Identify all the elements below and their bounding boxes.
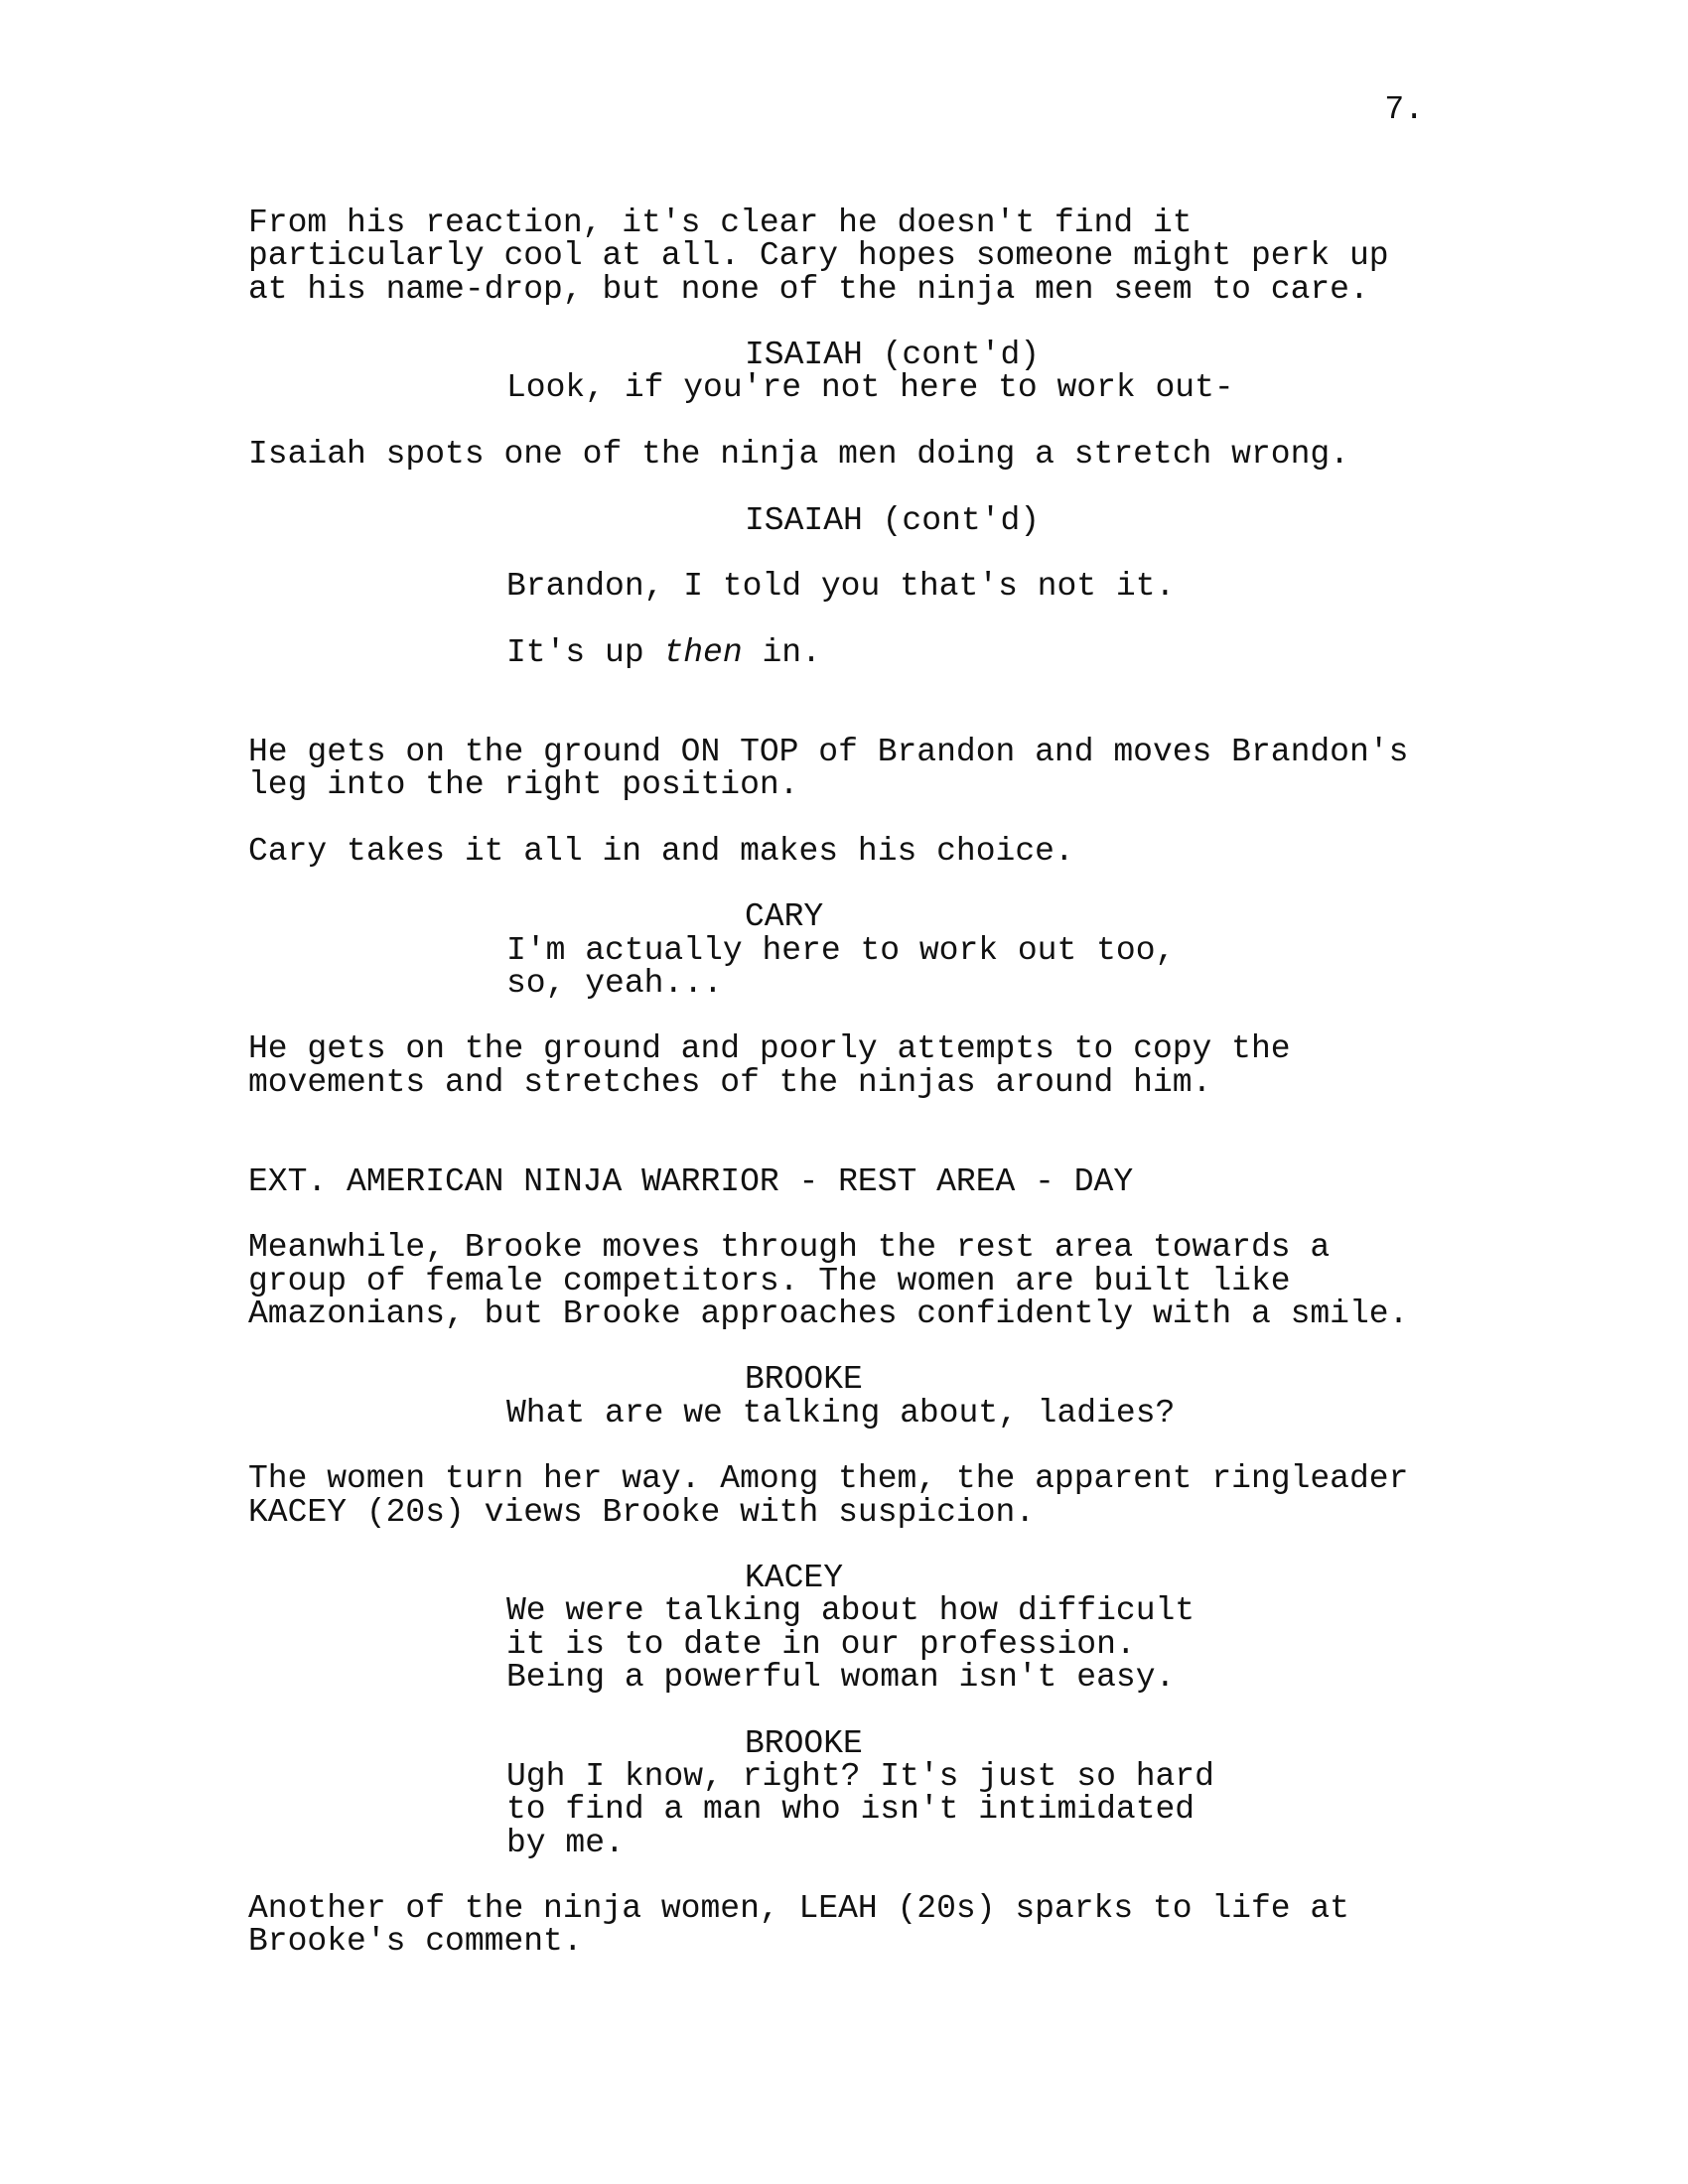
dialogue: What are we talking about, ladies? bbox=[506, 1394, 1176, 1432]
character-cue: ISAIAH (cont'd) bbox=[745, 501, 1041, 539]
character-cue: KACEY bbox=[745, 1560, 844, 1597]
action-line: He gets on the ground and poorly attempts to copy the movements and stretches of the ninjas around him. bbox=[248, 1030, 1291, 1101]
action-line: He gets on the ground ON TOP of Brandon and moves Brandon's leg into the right position. bbox=[248, 733, 1409, 804]
character-cue: ISAIAH (cont'd) bbox=[745, 337, 1041, 374]
dialogue: We were talking about how difficult it is to date in our profession. Being a powerful woman isn't easy. bbox=[506, 1592, 1196, 1697]
dialogue: Look, if you're not here to work out- bbox=[506, 369, 1234, 407]
character-cue: CARY bbox=[745, 898, 824, 936]
action-line: Another of the ninja women, LEAH (20s) sparks to life at Brooke's comment. bbox=[248, 1890, 1349, 1961]
action-line: Meanwhile, Brooke moves through the rest area towards a group of female competitors. The women are built like Amazonians, but Brooke approaches confidently with a smile. bbox=[248, 1229, 1409, 1332]
dialogue bbox=[506, 537, 1261, 702]
page-number: 7. bbox=[1384, 91, 1424, 128]
dialogue-text: It's up bbox=[506, 633, 664, 671]
emphasized-word: then bbox=[663, 633, 743, 671]
scene-heading: EXT. AMERICAN NINJA WARRIOR - REST AREA - DAY bbox=[248, 1162, 1134, 1200]
action-line: From his reaction, it's clear he doesn't find it particularly cool at all. Cary hopes someone might perk up at his name-drop, but none of the ninja men seem to care. bbox=[248, 205, 1389, 308]
dialogue: Ugh I know, right? It's just so hard to find a man who isn't intimidated by me. bbox=[506, 1757, 1214, 1861]
dialogue-line: Brandon, I told you that's not it. bbox=[506, 568, 1176, 606]
action-line: Cary takes it all in and makes his choice. bbox=[248, 832, 1074, 870]
screenplay-body bbox=[248, 206, 1440, 1959]
action-line: The women turn her way. Among them, the apparent ringleader KACEY (20s) views Brooke with suspicion. bbox=[248, 1460, 1409, 1531]
dialogue-text: in. bbox=[742, 633, 821, 671]
action-line: Isaiah spots one of the ninja men doing a stretch wrong. bbox=[248, 436, 1349, 474]
dialogue-line bbox=[506, 633, 1261, 671]
dialogue: I'm actually here to work out too, so, yeah... bbox=[506, 931, 1176, 1002]
character-cue: BROOKE bbox=[745, 1724, 863, 1762]
character-cue: BROOKE bbox=[745, 1361, 863, 1399]
